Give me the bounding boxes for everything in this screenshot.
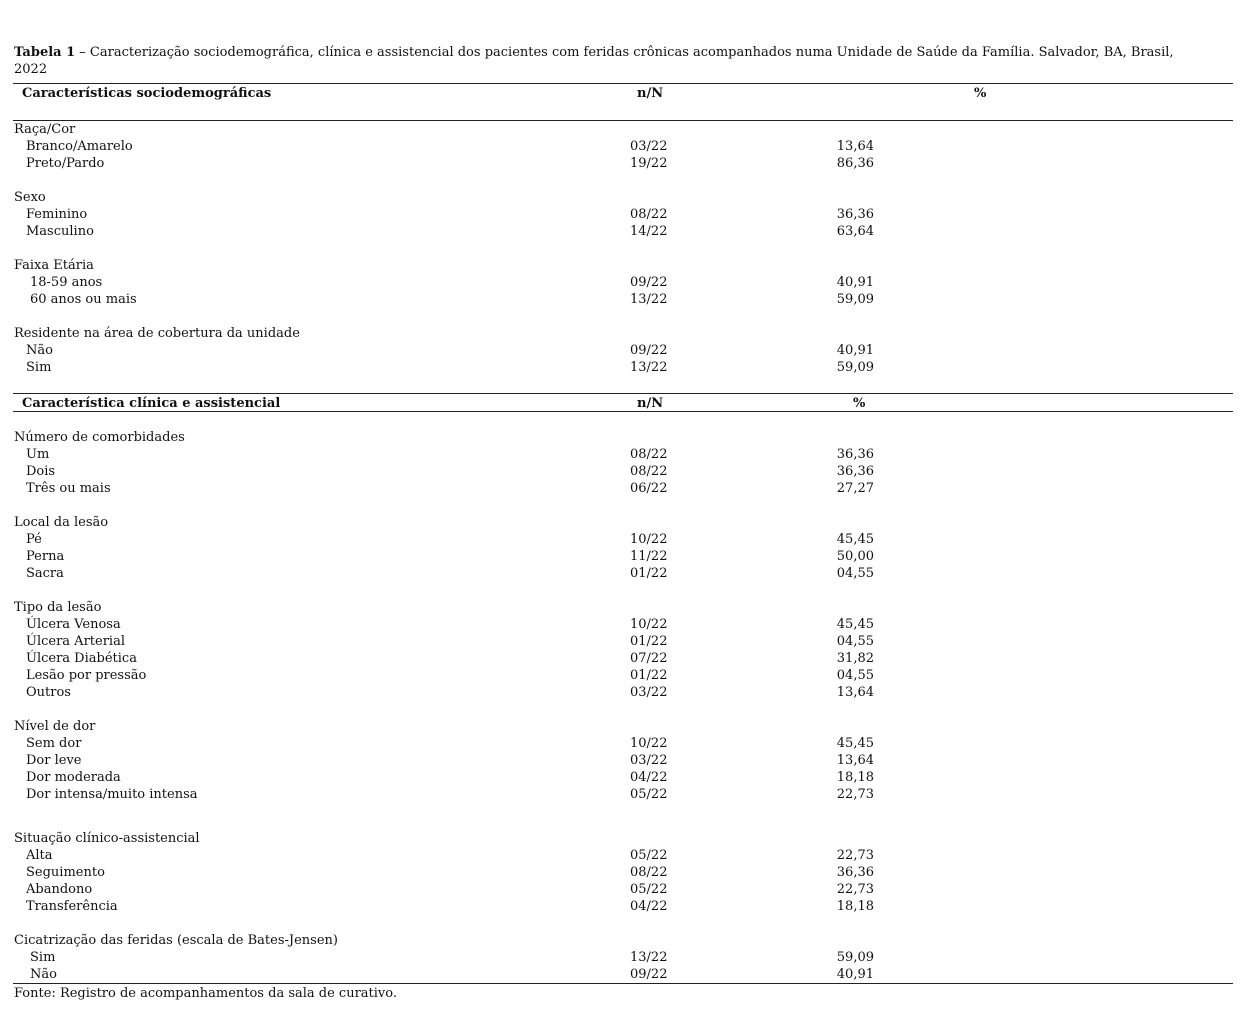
group-title: Raça/Cor bbox=[14, 122, 76, 137]
row-n-value: 08/22 bbox=[630, 207, 668, 222]
row-n-value: 03/22 bbox=[630, 139, 668, 154]
header1-col-characteristics: Características sociodemográficas bbox=[22, 86, 272, 101]
row-percent-value: 22,73 bbox=[836, 882, 874, 897]
row-percent-value: 86,36 bbox=[836, 156, 874, 171]
row-n-value: 06/22 bbox=[630, 481, 668, 496]
table-row bbox=[0, 206, 1242, 223]
row-label: Dor intensa/muito intensa bbox=[26, 787, 198, 802]
row-n-value: 19/22 bbox=[630, 156, 668, 171]
row-percent-value: 04,55 bbox=[836, 668, 874, 683]
table-row bbox=[0, 480, 1242, 497]
row-label: 18-59 anos bbox=[30, 275, 103, 290]
row-percent-value: 22,73 bbox=[836, 848, 874, 863]
row-label: Branco/Amarelo bbox=[26, 139, 133, 154]
table-row bbox=[0, 359, 1242, 376]
row-n-value: 07/22 bbox=[630, 651, 668, 666]
row-label: Um bbox=[26, 447, 50, 462]
row-percent-value: 59,09 bbox=[836, 292, 874, 307]
row-percent-value: 36,36 bbox=[836, 865, 874, 880]
row-percent-value: 36,36 bbox=[836, 447, 874, 462]
header2-col-percent: % bbox=[853, 396, 866, 411]
row-n-value: 09/22 bbox=[630, 967, 668, 982]
group-title: Número de comorbidades bbox=[14, 430, 185, 445]
group-title-row bbox=[0, 514, 1242, 531]
row-percent-value: 45,45 bbox=[836, 617, 874, 632]
row-n-value: 14/22 bbox=[630, 224, 668, 239]
row-label: Dor leve bbox=[26, 753, 82, 768]
table-row bbox=[0, 667, 1242, 684]
row-n-value: 01/22 bbox=[630, 634, 668, 649]
row-label: Sem dor bbox=[26, 736, 82, 751]
group-title: Residente na área de cobertura da unidade bbox=[14, 326, 300, 341]
row-label: Sim bbox=[30, 950, 56, 965]
table-row bbox=[0, 565, 1242, 582]
row-n-value: 11/22 bbox=[630, 549, 668, 564]
row-label: Úlcera Arterial bbox=[26, 634, 125, 649]
row-label: Seguimento bbox=[26, 865, 105, 880]
row-percent-value: 13,64 bbox=[836, 139, 874, 154]
row-label: Dor moderada bbox=[26, 770, 121, 785]
header2-col-n: n/N bbox=[637, 396, 664, 411]
row-percent-value: 18,18 bbox=[836, 899, 874, 914]
row-n-value: 13/22 bbox=[630, 360, 668, 375]
table-row bbox=[0, 949, 1242, 966]
row-percent-value: 40,91 bbox=[836, 343, 874, 358]
row-percent-value: 40,91 bbox=[836, 967, 874, 982]
group-title: Sexo bbox=[14, 190, 46, 205]
row-percent-value: 18,18 bbox=[836, 770, 874, 785]
table-row bbox=[0, 881, 1242, 898]
table-row bbox=[0, 446, 1242, 463]
table-bottom-rule bbox=[13, 983, 1233, 984]
row-n-value: 05/22 bbox=[630, 882, 668, 897]
row-n-value: 03/22 bbox=[630, 753, 668, 768]
group-title: Tipo da lesão bbox=[14, 600, 102, 615]
row-label: Pé bbox=[26, 532, 42, 547]
row-percent-value: 04,55 bbox=[836, 634, 874, 649]
row-n-value: 13/22 bbox=[630, 292, 668, 307]
group-title-row bbox=[0, 599, 1242, 616]
row-label: Masculino bbox=[26, 224, 94, 239]
header2-bottom-rule bbox=[13, 411, 1233, 412]
row-n-value: 01/22 bbox=[630, 566, 668, 581]
row-n-value: 10/22 bbox=[630, 532, 668, 547]
group-title-row bbox=[0, 932, 1242, 949]
table-source-note: Fonte: Registro de acompanhamentos da sala de curativo. bbox=[14, 986, 398, 1001]
table-row bbox=[0, 274, 1242, 291]
row-percent-value: 27,27 bbox=[836, 481, 874, 496]
row-label: Abandono bbox=[26, 882, 93, 897]
row-percent-value: 63,64 bbox=[836, 224, 874, 239]
section2-top-rule bbox=[13, 393, 1233, 394]
header1-col-percent: % bbox=[974, 86, 987, 101]
group-title-row bbox=[0, 718, 1242, 735]
row-percent-value: 13,64 bbox=[836, 753, 874, 768]
row-n-value: 08/22 bbox=[630, 464, 668, 479]
row-n-value: 05/22 bbox=[630, 848, 668, 863]
row-percent-value: 50,00 bbox=[836, 549, 874, 564]
row-label: Úlcera Venosa bbox=[26, 617, 121, 632]
group-title-row bbox=[0, 121, 1242, 138]
table-row bbox=[0, 138, 1242, 155]
table-row bbox=[0, 650, 1242, 667]
header1-col-n: n/N bbox=[637, 86, 664, 101]
row-n-value: 08/22 bbox=[630, 865, 668, 880]
table-row bbox=[0, 735, 1242, 752]
table-caption bbox=[14, 44, 1204, 78]
row-label: Preto/Pardo bbox=[26, 156, 105, 171]
row-n-value: 10/22 bbox=[630, 617, 668, 632]
group-title-row bbox=[0, 429, 1242, 446]
group-title: Local da lesão bbox=[14, 515, 109, 530]
table-row bbox=[0, 342, 1242, 359]
row-n-value: 01/22 bbox=[630, 668, 668, 683]
row-label: Não bbox=[30, 967, 57, 982]
table-caption-text: – Caracterização sociodemográfica, clínica e assistencial dos pacientes com feridas crônicas acompanhados numa Unidade de Saúde da Família. Salvador, BA, Brasil, 2022 bbox=[14, 45, 1174, 77]
row-percent-value: 36,36 bbox=[836, 207, 874, 222]
row-label: Três ou mais bbox=[26, 481, 111, 496]
group-title-row bbox=[0, 830, 1242, 847]
group-title: Cicatrização das feridas (escala de Bates-Jensen) bbox=[14, 933, 338, 948]
row-n-value: 08/22 bbox=[630, 447, 668, 462]
table-caption-label: Tabela 1 bbox=[14, 45, 76, 60]
group-title-row bbox=[0, 325, 1242, 342]
row-label: Sim bbox=[26, 360, 52, 375]
table-row bbox=[0, 786, 1242, 803]
table-row bbox=[0, 548, 1242, 565]
row-percent-value: 45,45 bbox=[836, 736, 874, 751]
table-row bbox=[0, 463, 1242, 480]
group-title: Situação clínico-assistencial bbox=[14, 831, 200, 846]
row-percent-value: 45,45 bbox=[836, 532, 874, 547]
row-label: 60 anos ou mais bbox=[30, 292, 137, 307]
row-n-value: 13/22 bbox=[630, 950, 668, 965]
table-top-rule bbox=[13, 83, 1233, 84]
row-n-value: 04/22 bbox=[630, 899, 668, 914]
row-n-value: 09/22 bbox=[630, 275, 668, 290]
row-percent-value: 59,09 bbox=[836, 950, 874, 965]
row-percent-value: 36,36 bbox=[836, 464, 874, 479]
table-row bbox=[0, 847, 1242, 864]
row-percent-value: 31,82 bbox=[836, 651, 874, 666]
header2-col-characteristics: Característica clínica e assistencial bbox=[22, 396, 281, 411]
row-label: Sacra bbox=[26, 566, 64, 581]
row-n-value: 04/22 bbox=[630, 770, 668, 785]
row-label: Feminino bbox=[26, 207, 88, 222]
row-label: Alta bbox=[26, 848, 53, 863]
group-title: Nível de dor bbox=[14, 719, 96, 734]
table-row bbox=[0, 633, 1242, 650]
row-n-value: 03/22 bbox=[630, 685, 668, 700]
table-row bbox=[0, 684, 1242, 701]
row-n-value: 09/22 bbox=[630, 343, 668, 358]
table-row bbox=[0, 291, 1242, 308]
table-row bbox=[0, 155, 1242, 172]
row-label: Dois bbox=[26, 464, 56, 479]
table-row bbox=[0, 769, 1242, 786]
row-label: Lesão por pressão bbox=[26, 668, 147, 683]
table-row bbox=[0, 898, 1242, 915]
table-row bbox=[0, 966, 1242, 983]
row-label: Outros bbox=[26, 685, 71, 700]
row-percent-value: 04,55 bbox=[836, 566, 874, 581]
group-title-row bbox=[0, 189, 1242, 206]
row-percent-value: 13,64 bbox=[836, 685, 874, 700]
row-percent-value: 22,73 bbox=[836, 787, 874, 802]
row-n-value: 10/22 bbox=[630, 736, 668, 751]
row-percent-value: 40,91 bbox=[836, 275, 874, 290]
row-label: Úlcera Diabética bbox=[26, 651, 137, 666]
group-title-row bbox=[0, 257, 1242, 274]
table-row bbox=[0, 616, 1242, 633]
table-row bbox=[0, 531, 1242, 548]
table-row bbox=[0, 223, 1242, 240]
row-label: Perna bbox=[26, 549, 65, 564]
row-percent-value: 59,09 bbox=[836, 360, 874, 375]
table-row bbox=[0, 864, 1242, 881]
row-label: Não bbox=[26, 343, 53, 358]
row-label: Transferência bbox=[26, 899, 118, 914]
row-n-value: 05/22 bbox=[630, 787, 668, 802]
group-title: Faixa Etária bbox=[14, 258, 94, 273]
table-row bbox=[0, 752, 1242, 769]
